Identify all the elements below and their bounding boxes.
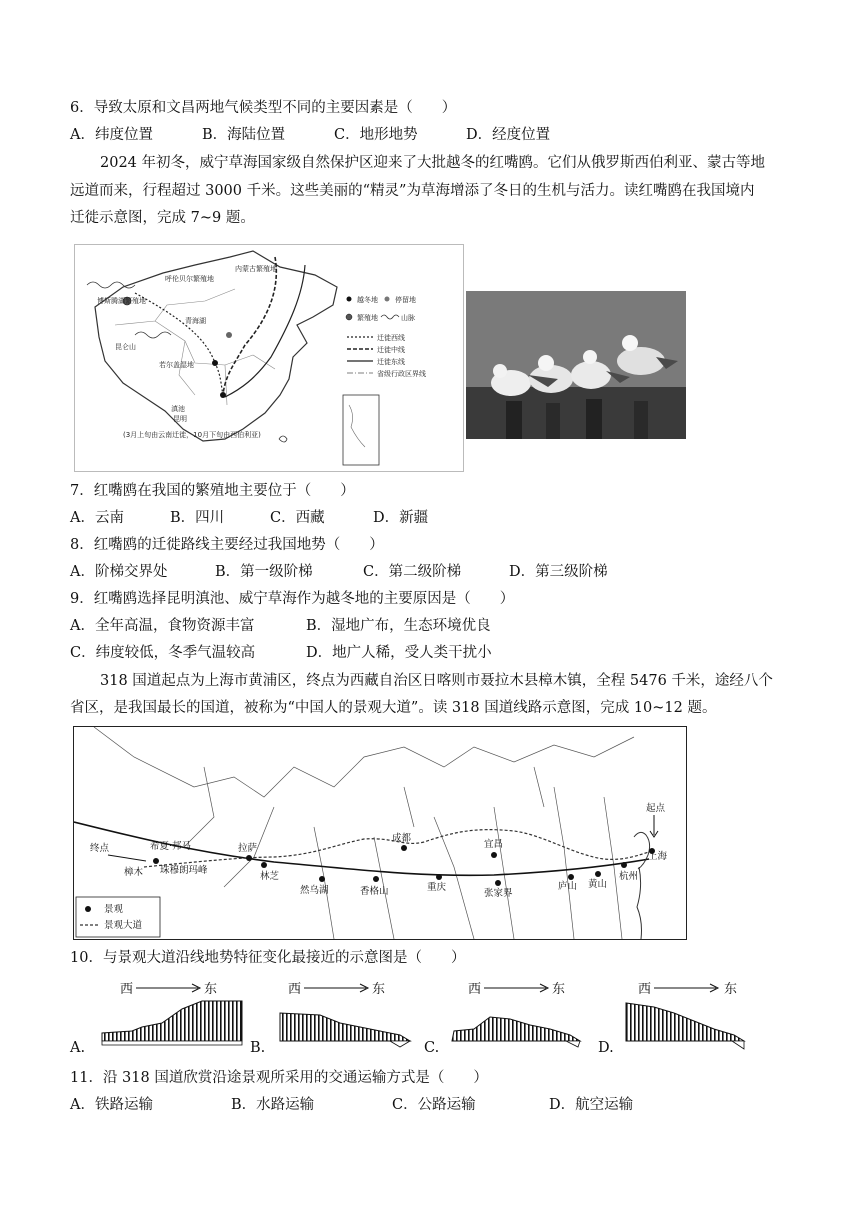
profile-c-east: 东: [552, 982, 566, 997]
map1-label-bosten: 博斯腾湖繁殖地: [97, 297, 146, 305]
profile-d-west: 西: [638, 982, 652, 997]
q8-option-c: C．第二级阶梯: [363, 564, 462, 580]
map2-end-label: 终点: [90, 843, 110, 854]
map2-yichang: 宜昌: [484, 839, 504, 850]
q9-stem: 9．红嘴鸥选择昆明滇池、威宁草海作为越冬地的主要原因是（ ）: [70, 591, 515, 607]
map1-legend-mountain: 山脉: [401, 314, 415, 322]
intro1-line2: 远道而来，行程超过 3000 千米。这些美丽的“精灵”为草海增添了冬日的生机与活力。读红嘴鸥在我国境内: [70, 183, 755, 199]
map1-legend-breed: 繁殖地: [357, 314, 378, 322]
q11-option-d: D．航空运输: [549, 1097, 634, 1113]
map1-label-zoige: 若尔盖湿地: [159, 361, 194, 369]
map2-zhangjiajie: 张家界: [484, 888, 513, 899]
profile-b-east: 东: [372, 982, 386, 997]
map2-everest: 珠穆朗玛峰: [160, 865, 208, 876]
q11-option-c: C．公路运输: [392, 1097, 476, 1113]
q9-option-d: D．地广人稀，受人类干扰小: [306, 645, 492, 661]
profile-c: [440, 973, 610, 1058]
map2-chongqing: 重庆: [427, 882, 447, 893]
map1-label-dianchi: 滇池: [171, 405, 185, 413]
q6-option-a: A．纬度位置: [70, 127, 153, 143]
map1-legend-central: 迁徙中线: [377, 346, 405, 354]
q7-option-a: A．云南: [70, 510, 124, 526]
profile-a: [92, 973, 262, 1058]
q9-option-a: A．全年高温，食物资源丰富: [70, 618, 255, 634]
q8-option-d: D．第三级阶梯: [509, 564, 608, 580]
map2-zhangmu: 樟木: [124, 867, 144, 878]
map1-label-qinghai-lake: 青海湖: [185, 317, 206, 325]
q8-option-a: A．阶梯交界处: [70, 564, 168, 580]
q9-option-c: C．纬度较低，冬季气温较高: [70, 645, 256, 661]
q7-option-b: B．四川: [170, 510, 225, 526]
q6-option-d: D．经度位置: [466, 127, 551, 143]
map2-chengdu: 成都: [392, 833, 412, 844]
q11-option-b: B．水路运输: [231, 1097, 315, 1113]
q7-option-d: D．新疆: [373, 510, 429, 526]
profile-a-west: 西: [120, 982, 134, 997]
map1-legend-stop: 停留地: [395, 296, 416, 304]
q11-option-a: A．铁路运输: [70, 1097, 153, 1113]
map1-label-hulunbuir: 呼伦贝尔繁殖地: [165, 275, 214, 283]
q6-stem: 6．导致太原和文昌两地气候类型不同的主要因素是（ ）: [70, 100, 457, 116]
intro1-line1: 2024 年初冬，威宁草海国家级自然保护区迎来了大批越冬的红嘴鸥。它们从俄罗斯西伯利亚、蒙古等地: [100, 155, 766, 171]
q11-stem: 11．沿 318 国道欣赏沿途景观所采用的交通运输方式是（ ）: [70, 1070, 488, 1086]
q8-option-b: B．第一级阶梯: [215, 564, 313, 580]
map2-lushan: 庐山: [558, 881, 578, 892]
intro2-line1: 318 国道起点为上海市黄浦区，终点为西藏自治区日喀则市聂拉木县樟木镇，全程 5476 千米，途经八个: [100, 673, 773, 689]
q10-option-c: C.: [424, 1040, 440, 1056]
map2-nyingchi: 林芝: [260, 871, 280, 882]
map1-legend-east: 迁徙东线: [377, 358, 405, 366]
q10-option-b: B.: [250, 1040, 266, 1056]
q10-stem: 10．与景观大道沿线地势特征变化最接近的示意图是（ ）: [70, 950, 466, 966]
q9-option-b: B．湿地广布，生态环境优良: [306, 618, 491, 634]
map2-xixiabangma: 希夏·邦马: [150, 841, 192, 852]
profile-c-west: 西: [468, 982, 482, 997]
route-318-map: [73, 726, 687, 940]
map1-label-note: (3月上旬由云南迁徙，10月下旬由西伯利亚): [123, 431, 261, 439]
map2-legend-route: 景观大道: [104, 920, 143, 931]
map2-xianggeshan: 香格山: [360, 886, 389, 897]
profile-a-east: 东: [204, 982, 218, 997]
gull-migration-map: [74, 244, 464, 472]
map1-label-kunming: 昆明: [173, 415, 187, 423]
profile-d: [614, 973, 784, 1058]
q8-stem: 8．红嘴鸥的迁徙路线主要经过我国地势（ ）: [70, 537, 384, 553]
q7-option-c: C．西藏: [270, 510, 325, 526]
q6-option-c: C．地形地势: [334, 127, 418, 143]
map1-label-kunlun: 昆仑山: [115, 343, 136, 351]
intro1-line3: 迁徙示意图，完成 7~9 题。: [70, 210, 255, 226]
map2-shanghai: 上海: [648, 851, 668, 862]
red-billed-gull-photo: [466, 291, 686, 439]
map2-lhasa: 拉萨: [238, 843, 258, 854]
q7-stem: 7．红嘴鸥在我国的繁殖地主要位于（ ）: [70, 483, 355, 499]
map1-legend-boundary: 省级行政区界线: [377, 370, 426, 378]
profile-b: [270, 973, 440, 1058]
map1-legend-winter: 越冬地: [357, 296, 378, 304]
q10-option-a: A.: [70, 1040, 86, 1056]
profile-d-east: 东: [724, 982, 738, 997]
map2-start-label: 起点: [646, 803, 666, 814]
profile-b-west: 西: [288, 982, 302, 997]
map2-ranwu: 然乌湖: [300, 885, 329, 896]
map1-label-inner-mongolia: 内蒙古繁殖地: [235, 265, 277, 273]
map2-legend-scenic: 景观: [104, 904, 124, 915]
q6-option-b: B．海陆位置: [202, 127, 286, 143]
map2-hangzhou: 杭州: [619, 871, 639, 882]
intro2-line2: 省区，是我国最长的国道，被称为“中国人的景观大道”。读 318 国道线路示意图，完成 10~12 题。: [70, 700, 717, 716]
map2-huangshan: 黄山: [588, 879, 608, 890]
q10-option-d: D.: [598, 1040, 614, 1056]
map1-legend-west: 迁徙西线: [377, 334, 405, 342]
